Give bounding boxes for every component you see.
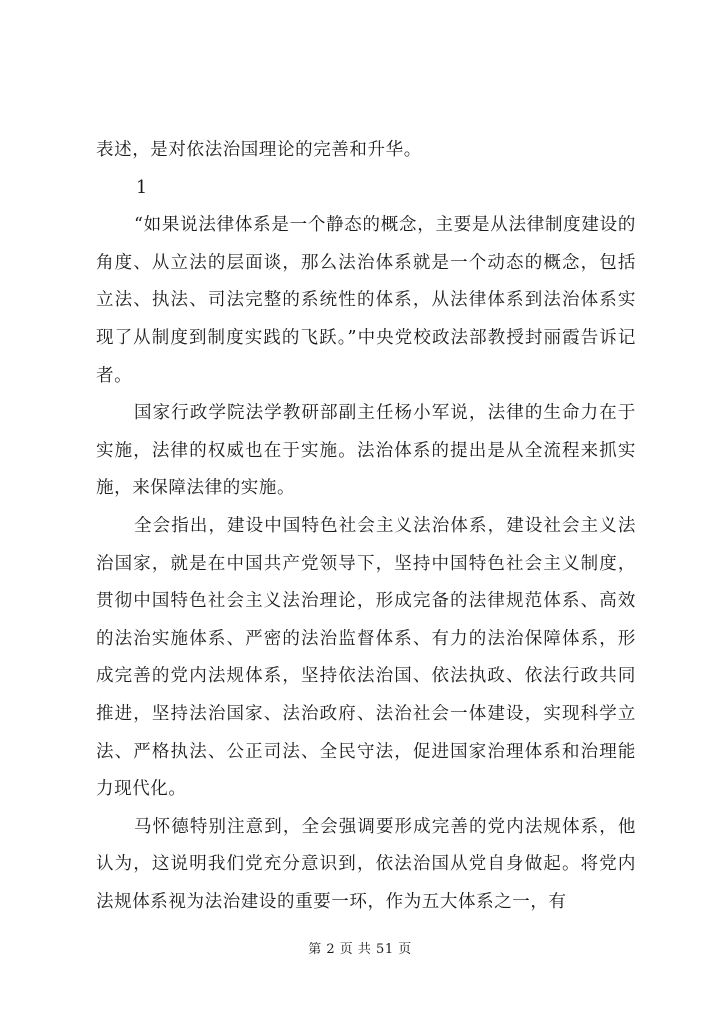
paragraph-plenary: 全会指出，建设中国特色社会主义法治体系，建设社会主义法治国家，就是在中国共产党领导下，坚持中国特色社会主义制度，贯彻中国特色社会主义法治理论，形成完备的法律规范体系、高效的法治实施体系、严密的法治监督体系、有力的法治保障体系，形成完善的党内法规体系，坚持依法治国、依法执政、依法行政共同推进，坚持法治国家、法治政府、法治社会一体建设，实现科学立法、严格执法、公正司法、全民守法，促进国家治理体系和治理能力现代化。 [96, 515, 636, 800]
paragraph-continuation: 表述，是对依法治国理论的完善和升华。 [96, 140, 422, 160]
paragraph-ma: 马怀德特别注意到，全会强调要形成完善的党内法规体系，他认为，这说明我们党充分意识到，依法治国从党自身做起。将党内法规体系视为法治建设的重要一环，作为五大体系之一，有 [96, 816, 636, 912]
paragraph-quote: “如果说法律体系是一个静态的概念，主要是从法律制度建设的角度、从立法的层面谈，那么法治体系就是一个动态的概念，包括立法、执法、司法完整的系统性的体系，从法律体系到法治体系实现了从制度到制度实践的飞跃。”中央党校政法部教授封丽霞告诉记者。 [96, 215, 636, 386]
document-body [96, 132, 636, 921]
page-footer: 第 2 页 共 51 页 [308, 942, 412, 957]
paragraph-yang: 国家行政学院法学教研部副主任杨小军说，法律的生命力在于实施，法律的权威也在于实施。法治体系的提出是从全流程来抓实施，来保障法律的实施。 [96, 403, 636, 499]
paragraph-number: 1 [136, 177, 148, 198]
